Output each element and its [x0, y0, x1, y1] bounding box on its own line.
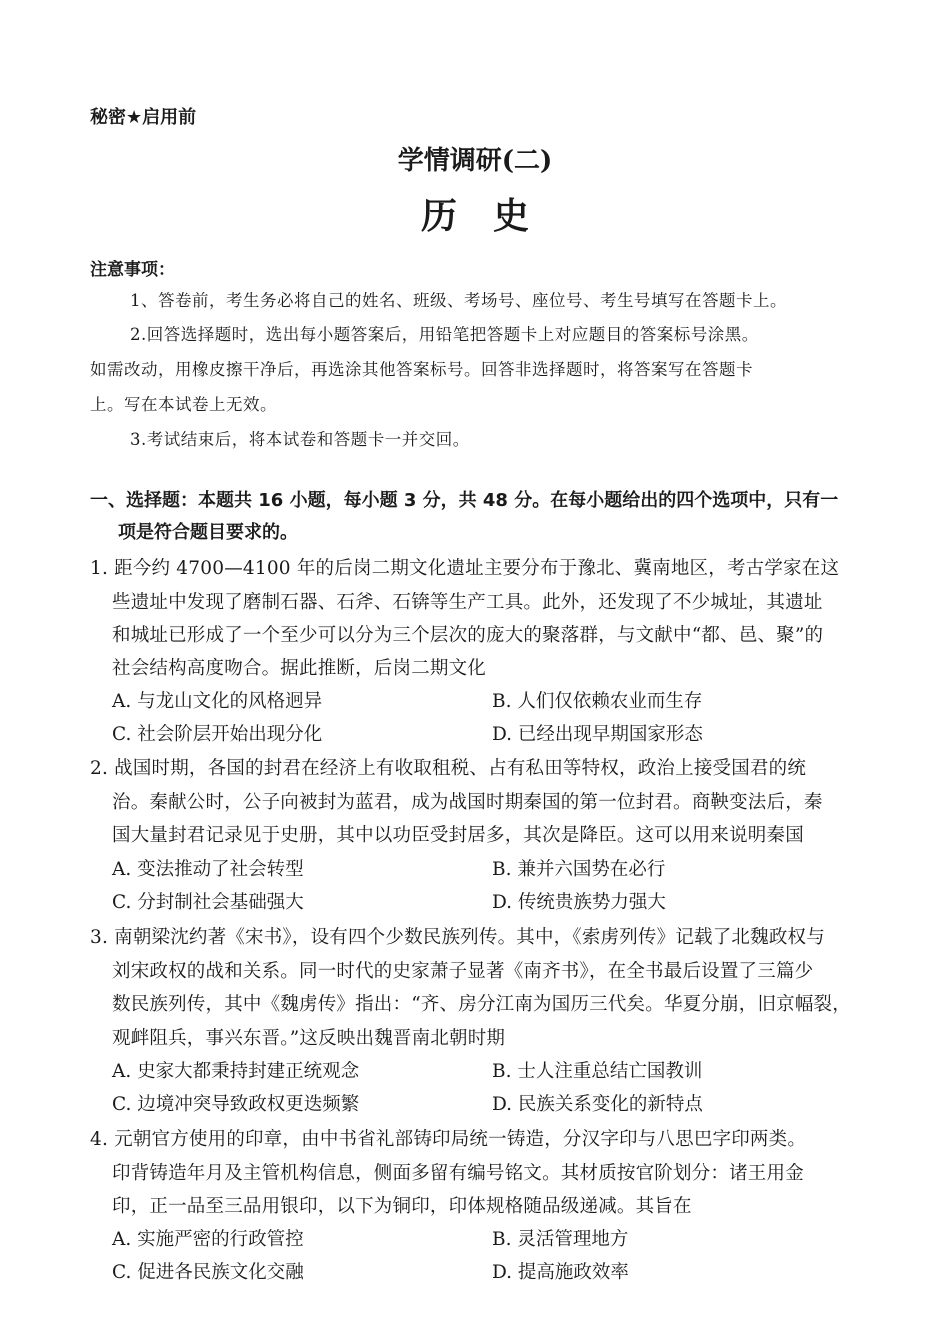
option-b: B. 灵活管理地方: [492, 1229, 629, 1250]
option-c: C. 社会阶层开始出现分化: [112, 724, 323, 745]
notice-line: 2.回答选择题时，选出每小题答案后，用铅笔把答题卡上对应题目的答案标号涂黑。: [130, 325, 759, 344]
option-a: A. 史家大都秉持封建正统观念: [112, 1061, 360, 1082]
exam-title: 学情调研(二): [397, 146, 553, 176]
question-stem-line: 2. 战国时期，各国的封君在经济上有收取租税、占有私田等特权，政治上接受国君的统: [90, 758, 807, 779]
question-stem-line: 国大量封君记录见于史册，其中以功臣受封居多，其次是降臣。这可以用来说明秦国: [112, 825, 804, 846]
option-c: C. 促进各民族文化交融: [112, 1262, 304, 1283]
option-d: D. 传统贵族势力强大: [492, 892, 666, 913]
option-a: A. 实施严密的行政管控: [112, 1229, 304, 1250]
option-d: D. 民族关系变化的新特点: [492, 1094, 703, 1115]
option-b: B. 士人注重总结亡国教训: [492, 1061, 703, 1082]
question-stem-line: 观衅阻兵，事兴东晋。”这反映出魏晋南北朝时期: [112, 1028, 506, 1049]
question-stem-line: 4. 元朝官方使用的印章，由中书省礼部铸印局统一铸造，分汉字印与八思巴字印两类。: [90, 1129, 807, 1150]
option-d: D. 已经出现早期国家形态: [492, 724, 703, 745]
question-stem-line: 印，正一品至三品用银印，以下为铜印，印体规格随品级递减。其旨在: [112, 1196, 692, 1217]
option-a: A. 变法推动了社会转型: [112, 859, 304, 880]
question-stem-line: 些遗址中发现了磨制石器、石斧、石锛等生产工具。此外，还发现了不少城址，其遗址: [112, 592, 823, 613]
option-b: B. 人们仅依赖农业而生存: [492, 691, 703, 712]
section-heading: 一、选择题：本题共 16 小题，每小题 3 分，共 48 分。在每小题给出的四个选项中，只有一: [90, 490, 839, 511]
question-stem-line: 印背铸造年月及主管机构信息，侧面多留有编号铭文。其材质按官阶划分：诸王用金: [112, 1163, 804, 1184]
question-stem-line: 治。秦献公时，公子向被封为蓝君，成为战国时期秦国的第一位封君。商鞅变法后，秦: [112, 792, 823, 813]
question-stem-line: 社会结构高度吻合。据此推断，后岗二期文化: [112, 658, 487, 679]
notice-line: 3.考试结束后，将本试卷和答题卡一并交回。: [130, 430, 470, 449]
option-c: C. 边境冲突导致政权更迭频繁: [112, 1094, 360, 1115]
subject-title: 历 史: [420, 195, 529, 237]
question-stem-line: 数民族列传，其中《魏虏传》指出：“齐、房分江南为国历三代矣。华夏分崩，旧京幅裂，: [112, 994, 851, 1015]
option-d: D. 提高施政效率: [492, 1262, 629, 1283]
question-stem-line: 3. 南朝梁沈约著《宋书》，设有四个少数民族列传。其中，《索虏列传》记载了北魏政权与: [90, 927, 825, 948]
option-b: B. 兼并六国势在必行: [492, 859, 666, 880]
notice-heading: 注意事项：: [90, 260, 175, 280]
notice-line: 上。写在本试卷上无效。: [90, 395, 277, 414]
notice-line: 如需改动，用橡皮擦干净后，再选涂其他答案标号。回答非选择题时，将答案写在答题卡: [90, 360, 753, 379]
question-stem-line: 1. 距今约 4700—4100 年的后岗二期文化遗址主要分布于豫北、冀南地区，考古学家在这: [90, 558, 840, 579]
question-stem-line: 刘宋政权的战和关系。同一时代的史家萧子显著《南齐书》，在全书最后设置了三篇少: [112, 961, 814, 982]
option-c: C. 分封制社会基础强大: [112, 892, 304, 913]
notice-line: 1、答卷前，考生务必将自己的姓名、班级、考场号、座位号、考生号填写在答题卡上。: [130, 291, 787, 310]
question-stem-line: 和城址已形成了一个至少可以分为三个层次的庞大的聚落群，与文献中“都、邑、聚”的: [112, 625, 824, 646]
section-heading-cont: 项是符合题目要求的。: [118, 522, 298, 543]
option-a: A. 与龙山文化的风格迥异: [112, 691, 323, 712]
confidential-mark: 秘密★启用前: [90, 107, 197, 128]
